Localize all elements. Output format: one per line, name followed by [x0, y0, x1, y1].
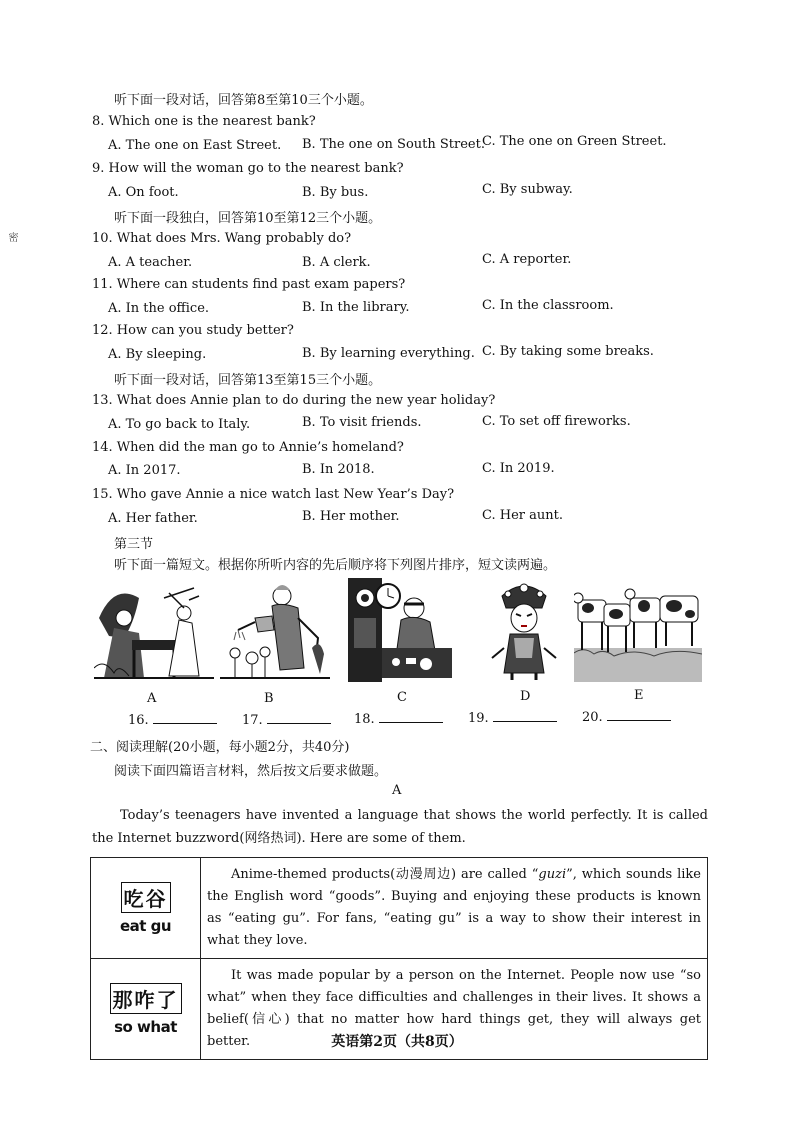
- question-8: 8. Which one is the nearest bank?: [92, 114, 316, 129]
- blank-number: 19.: [468, 711, 489, 726]
- desc-text-em: guzi: [538, 867, 567, 882]
- picture-d-opera-performer: [484, 578, 564, 682]
- option-12c: C. By taking some breaks.: [482, 344, 654, 359]
- picture-label-d: D: [520, 689, 531, 704]
- buzzword-description: [201, 858, 708, 959]
- option-11c: C. In the classroom.: [482, 298, 614, 313]
- reading-instruction: 阅读下面四篇语言材料，然后按文后要求做题。: [114, 764, 388, 779]
- desc-text-pre: It was made popular by a person on the Internet. People now use “so what” when they face difficulties and challenges in their lives. It shows a belief(信心) that no matter how hard things get, they will always get better.: [207, 968, 701, 1049]
- option-8a: A. The one on East Street.: [108, 138, 282, 153]
- option-15b: B. Her mother.: [302, 509, 400, 524]
- margin-mark: 密: [6, 232, 17, 242]
- buzzword-zh: 吃谷: [121, 882, 171, 913]
- question-12: 12. How can you study better?: [92, 323, 294, 338]
- passage-letter: A: [392, 783, 402, 798]
- question-14: 14. When did the man go to Annie’s homeland?: [92, 440, 404, 455]
- option-14b: B. In 2018.: [302, 462, 375, 477]
- blank-line: [267, 713, 331, 724]
- option-11b: B. In the library.: [302, 300, 410, 315]
- picture-label-b: B: [264, 691, 274, 706]
- intro-10-12: 听下面一段独白，回答第10至第12三个小题。: [114, 211, 382, 226]
- blank-line: [379, 712, 443, 723]
- question-10: 10. What does Mrs. Wang probably do?: [92, 231, 352, 246]
- option-9c: C. By subway.: [482, 182, 573, 197]
- section3-title: 第三节: [114, 537, 154, 552]
- option-9b: B. By bus.: [302, 185, 369, 200]
- buzzword-row: [91, 858, 708, 959]
- option-14c: C. In 2019.: [482, 461, 555, 476]
- answer-blank-16[interactable]: [128, 713, 217, 728]
- option-11a: A. In the office.: [108, 301, 210, 316]
- buzzword-en: eat gu: [119, 916, 172, 935]
- buzzword-zh: 那咋了: [110, 983, 182, 1014]
- blank-number: 16.: [128, 713, 149, 728]
- option-9a: A. On foot.: [108, 185, 179, 200]
- question-9: 9. How will the woman go to the nearest bank?: [92, 161, 404, 176]
- buzzword-table: [90, 857, 708, 1060]
- option-15c: C. Her aunt.: [482, 508, 563, 523]
- picture-e-cows: [574, 578, 702, 682]
- desc-text-post: ”, which sounds like the English word “goods”. Buying and enjoying these products is known as “eating gu”. For fans, “eating gu” is a way to show their interest in what they love.: [207, 867, 702, 948]
- option-12b: B. By learning everything.: [302, 346, 475, 361]
- picture-b-watering-flowers: [220, 578, 330, 682]
- answer-blank-19[interactable]: [468, 711, 557, 726]
- page-footer: 英语第2页（共8页）: [331, 1034, 463, 1050]
- answer-blank-17[interactable]: [242, 713, 331, 728]
- passage-intro: Today’s teenagers have invented a language that shows the world perfectly. It is called the Internet buzzword(网络热词). Here are some of them.: [92, 808, 708, 846]
- blank-line: [607, 710, 671, 721]
- option-8c: C. The one on Green Street.: [482, 134, 667, 149]
- option-10c: C. A reporter.: [482, 252, 572, 267]
- option-13c: C. To set off fireworks.: [482, 414, 631, 429]
- desc-text-pre: Anime-themed products(动漫周边) are called “: [231, 867, 539, 882]
- picture-label-e: E: [634, 688, 644, 703]
- blank-number: 17.: [242, 713, 263, 728]
- buzzword-en: so what: [114, 1017, 177, 1036]
- blank-line: [493, 711, 557, 722]
- reading-section-title: 二、阅读理解(20小题，每小题2分，共40分): [90, 740, 350, 755]
- question-13: 13. What does Annie plan to do during the new year holiday?: [92, 393, 496, 408]
- intro-13-15: 听下面一段对话，回答第13至第15三个小题。: [114, 373, 382, 388]
- intro-8-10: 听下面一段对话，回答第8至第10三个小题。: [114, 93, 373, 108]
- question-15: 15. Who gave Annie a nice watch last New Year’s Day?: [92, 487, 455, 502]
- blank-line: [153, 713, 217, 724]
- option-10b: B. A clerk.: [302, 255, 371, 270]
- option-13b: B. To visit friends.: [302, 415, 422, 430]
- blank-number: 18.: [354, 712, 375, 727]
- buzzword-cell: [91, 858, 201, 959]
- blank-number: 20.: [582, 710, 603, 725]
- picture-label-a: A: [147, 691, 157, 706]
- question-11: 11. Where can students find past exam papers?: [92, 277, 406, 292]
- option-14a: A. In 2017.: [108, 463, 181, 478]
- option-15a: A. Her father.: [108, 511, 198, 526]
- option-12a: A. By sleeping.: [108, 347, 207, 362]
- option-10a: A. A teacher.: [108, 255, 193, 270]
- option-8b: B. The one on South Street.: [302, 137, 485, 152]
- option-13a: A. To go back to Italy.: [108, 417, 251, 432]
- picture-c-clockmaker: [346, 578, 456, 682]
- picture-label-c: C: [397, 690, 407, 705]
- answer-blank-18[interactable]: [354, 712, 443, 727]
- picture-a-chess-players: [94, 578, 214, 682]
- section3-instruction: 听下面一篇短文。根据你所听内容的先后顺序将下列图片排序，短文读两遍。: [114, 558, 557, 573]
- answer-blank-20[interactable]: [582, 710, 671, 725]
- picture-row: [92, 578, 712, 688]
